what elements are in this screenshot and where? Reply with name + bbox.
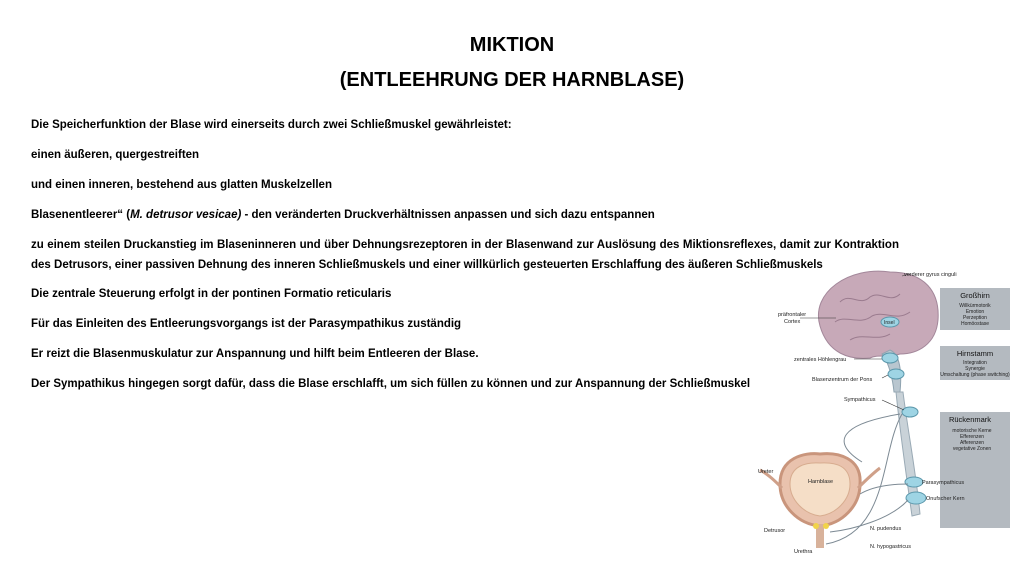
grosshirn-line-1: Willkürmotorik	[959, 303, 991, 309]
paragraph-central-control: Die zentrale Steuerung erfolgt in der pontinen Formatio reticularis	[31, 288, 392, 300]
parasympathicus-node	[905, 477, 923, 487]
label-ureter: Ureter	[758, 469, 774, 475]
leader-pons	[882, 375, 888, 378]
sphincter-left	[813, 523, 819, 529]
rueckenmark-title: Rückenmark	[948, 415, 992, 424]
label-hypogastricus: N. hypogastricus	[870, 544, 911, 550]
sphincter-right	[823, 523, 829, 529]
paragraph-storage-function: Die Speicherfunktion der Blase wird einerseits durch zwei Schließmuskel gewährleistet:	[31, 119, 512, 131]
paragraph-pressure-rise: zu einem steilen Druckanstieg im Blaseninneren und über Dehnungsrezeptoren in der Blasenwand zur Auslösung des Miktionsreflexes, damit zur Kontraktion des Detrusors, einer passiven Dehnung des inneren Schließmuskels und einer willkürlich gesteuerten Erschlaffung des äußeren Schließmuskels	[31, 239, 899, 271]
hoehlengrau-node	[882, 353, 898, 363]
hirnstamm-line-1: Integration	[963, 360, 987, 366]
label-praefrontal-2: Cortex	[784, 319, 801, 325]
detrusor-text-pre: Blasenentleerer“ (	[31, 209, 131, 221]
onuf-node	[906, 492, 926, 504]
grosshirn-title: Großhirn	[960, 291, 990, 300]
label-parasympathicus: Parasympathicus	[922, 480, 965, 486]
rueckenmark-line-1: motorische Kerne	[952, 428, 992, 434]
sympathicus-node	[902, 407, 918, 417]
detrusor-latin-name: M. detrusor vesicae)	[130, 209, 242, 221]
paragraph-parasympathetic: Für das Einleiten des Entleerungsvorgangs ist der Parasympathikus zuständig	[31, 318, 462, 330]
label-praefrontal-1: präfrontaler	[778, 312, 807, 318]
grosshirn-line-4: Homöostase	[960, 321, 990, 327]
grosshirn-line-3: Perzeption	[963, 315, 987, 321]
paragraph-outer-sphincter: einen äußeren, quergestreiften	[31, 149, 200, 161]
rueckenmark-line-2: Efferenzen	[959, 434, 985, 440]
label-insel: Insel	[884, 320, 895, 326]
hirnstamm-line-3: Umschaltung (phase switching)	[940, 372, 1010, 378]
detrusor-text-post: - den veränderten Druckverhältnissen anpassen und sich dazu entspannen	[241, 209, 655, 221]
micturition-neural-diagram	[750, 262, 1014, 562]
rueckenmark-line-4: vegetative Zonen	[952, 446, 992, 452]
label-urethra: Urethra	[794, 549, 813, 555]
afferent-path	[844, 414, 900, 462]
label-onufscher: Onufscher Kern	[926, 496, 965, 502]
grosshirn-line-2: Emotion	[965, 309, 985, 315]
paragraph-inner-sphincter: und einen inneren, bestehend aus glatten Muskelzellen	[31, 179, 332, 191]
label-gyrus: vorderer gyrus cinguli	[904, 272, 957, 278]
hirnstamm-line-2: Synergie	[965, 366, 985, 372]
paragraph-sympathetic: Der Sympathikus hingegen sorgt dafür, dass die Blase erschlafft, um sich füllen zu können und zur Anspannung der Schließmuskel	[31, 378, 751, 390]
hirnstamm-title: Hirnstamm	[956, 349, 994, 358]
label-hoehlengrau: zentrales Höhlengrau	[794, 357, 847, 363]
label-blasenzentrum: Blasenzentrum der Pons	[812, 377, 873, 383]
label-harnblase: Harnblase	[808, 479, 834, 485]
title-line-1: MIKTION	[469, 34, 555, 56]
pons-node	[888, 369, 904, 379]
label-detrusor: Detrusor	[764, 528, 786, 534]
paragraph-detrusor	[31, 205, 899, 225]
label-sympathicus: Sympathicus	[844, 397, 876, 403]
paragraph-bladder-stimulation: Er reizt die Blasenmuskulatur zur Anspannung und hilft beim Entleeren der Blase.	[31, 348, 479, 360]
parasympathetic-path	[860, 484, 908, 494]
rueckenmark-line-3: Afferenzen	[959, 440, 985, 446]
label-pudendus: N. pudendus	[870, 526, 902, 532]
title-line-2: (ENTLEEHRUNG DER HARNBLASE)	[339, 69, 685, 91]
